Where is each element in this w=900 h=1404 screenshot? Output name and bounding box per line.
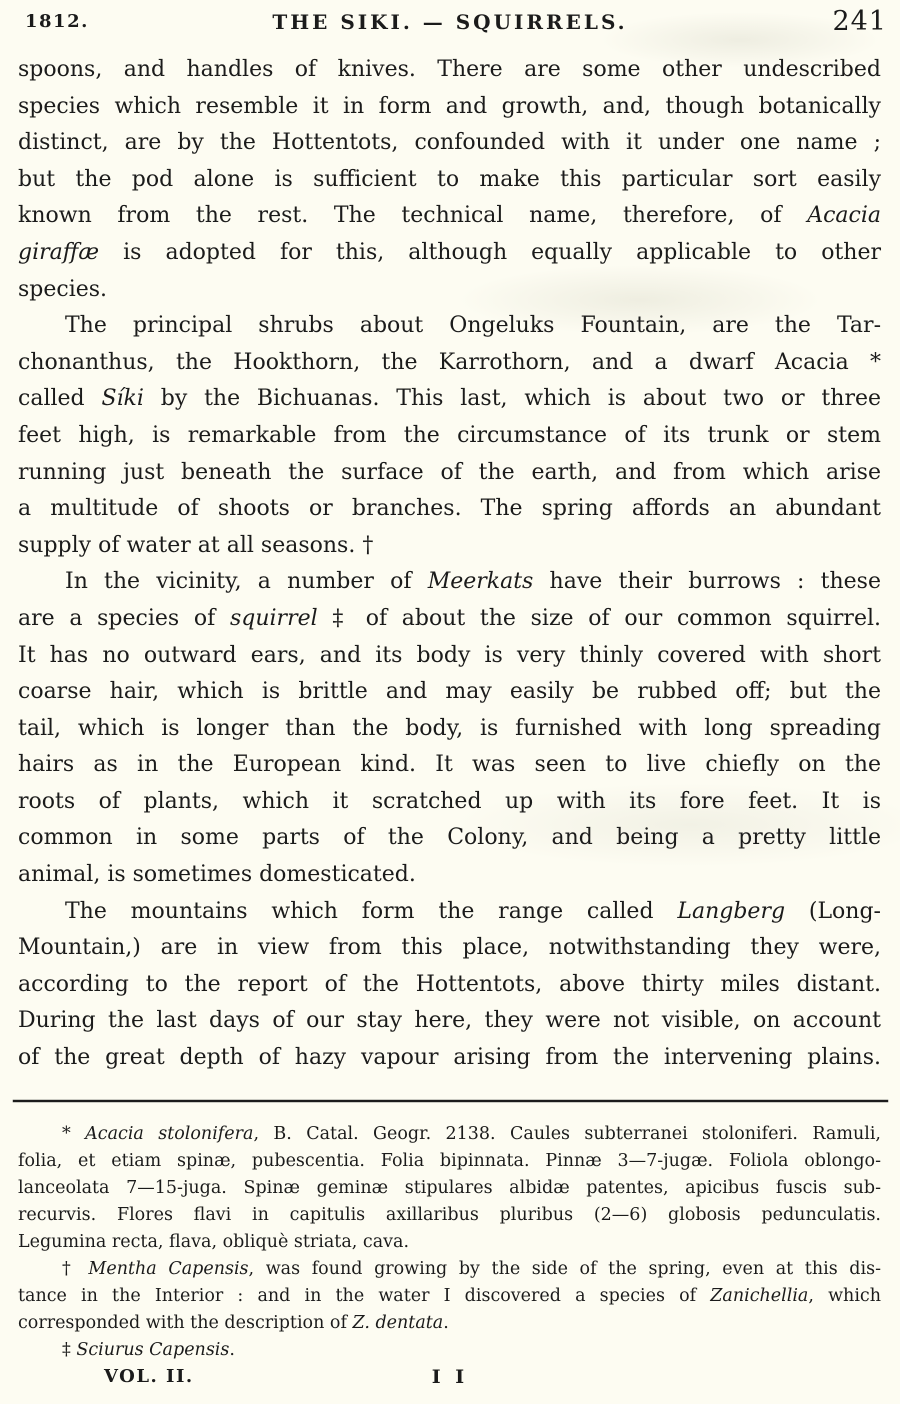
italic-text-segment: Zanichellia <box>710 1286 809 1306</box>
text-segment: ‡ of about the size of our common squirrel. <box>317 605 881 631</box>
text-segment: known from the rest. The technical name, therefore, of <box>18 203 808 229</box>
text-line <box>18 1175 881 1202</box>
text-segment: The mountains which form the range called <box>65 898 678 924</box>
text-segment: a multitude of shoots or branches. The spring affords an abundant <box>18 496 881 522</box>
paragraph <box>18 1256 881 1337</box>
text-segment: common in some parts of the Colony, and being a pretty little <box>18 825 881 851</box>
text-line <box>18 1310 881 1337</box>
italic-text-segment: Acacia stolonifera <box>85 1124 254 1144</box>
text-line <box>18 1121 881 1148</box>
signature-mark: I I <box>431 1366 469 1388</box>
text-segment: tail, which is longer than the body, is furnished with long spreading <box>18 715 881 741</box>
paragraph <box>18 308 881 564</box>
text-segment: , which <box>808 1286 881 1306</box>
text-segment: species. <box>18 276 108 302</box>
text-line <box>18 235 881 272</box>
text-segment: supply of water at all seasons. † <box>18 532 374 558</box>
text-segment: recurvis. Flores flavi in capitulis axillaribus pluribus (2—6) globosis pedunculatis. <box>18 1205 881 1225</box>
italic-text-segment: Acacia <box>807 203 881 229</box>
italic-text-segment: Meerkats <box>427 569 534 595</box>
text-segment: are a species of <box>18 605 230 631</box>
text-segment: feet high, is remarkable from the circumstance of its trunk or stem <box>18 422 881 448</box>
footnotes-block <box>18 1121 881 1364</box>
text-segment: distinct, are by the Hottentots, confounded with it under one name ; <box>18 130 881 156</box>
text-segment: * <box>62 1124 86 1144</box>
footnote-divider-rule <box>13 1100 888 1102</box>
text-segment: During the last days of our stay here, they were not visible, on account <box>18 1008 881 1034</box>
text-segment: spoons, and handles of knives. There are some other undescribed <box>18 57 881 82</box>
volume-label: VOL. II. <box>104 1366 194 1387</box>
page-number: 241 <box>832 6 887 37</box>
text-segment: ‡ <box>62 1340 77 1360</box>
text-segment: † <box>62 1259 89 1279</box>
header-year: 1812. <box>25 11 89 32</box>
text-line <box>18 601 881 638</box>
text-segment: Mountain,) are in view from this place, notwithstanding they were, <box>18 935 881 961</box>
text-line <box>18 381 881 418</box>
text-segment: have their burrows : these <box>533 569 881 595</box>
paragraph <box>18 52 881 308</box>
text-line <box>18 272 881 309</box>
text-segment: of the great depth of hazy vapour arising from the intervening plains. <box>18 1045 881 1071</box>
text-line <box>18 1283 881 1310</box>
text-segment: It has no outward ears, and its body is very thinly covered with short <box>18 642 881 668</box>
italic-text-segment: Síki <box>101 386 144 412</box>
paragraph <box>18 894 881 1077</box>
text-segment: The principal shrubs about Ongeluks Fountain, are the Tar- <box>65 313 881 339</box>
paragraph <box>18 1337 881 1364</box>
italic-text-segment: giraffæ <box>18 239 100 265</box>
text-segment: by the Bichuanas. This last, which is about two or three <box>143 386 881 412</box>
text-line <box>18 345 881 382</box>
text-segment: roots of plants, which it scratched up with its fore feet. It is <box>18 788 881 814</box>
text-line <box>18 674 881 711</box>
text-line <box>18 564 881 601</box>
text-segment: lanceolata 7—15-juga. Spinæ geminæ stipulares albidæ patentes, apicibus fuscis sub- <box>18 1178 881 1198</box>
text-line <box>18 455 881 492</box>
body-text-block <box>18 52 881 1077</box>
text-segment: , B. Catal. Geogr. 2138. Caules subterranei stoloniferi. Ramuli, <box>253 1124 881 1144</box>
italic-text-segment: squirrel <box>229 605 318 631</box>
italic-text-segment: Langberg <box>677 898 786 924</box>
text-line <box>18 820 881 857</box>
text-segment: species which resemble it in form and growth, and, though botanically <box>18 93 881 119</box>
italic-text-segment: Z. dentata <box>352 1313 444 1333</box>
text-line <box>18 528 881 565</box>
text-line <box>18 638 881 675</box>
text-segment: (Long- <box>785 898 881 924</box>
text-line <box>18 857 881 894</box>
text-line <box>18 52 881 89</box>
text-segment: according to the report of the Hottentots, above thirty miles distant. <box>18 971 881 997</box>
text-segment: Legumina recta, flava, obliquè striata, cava. <box>18 1232 410 1252</box>
text-segment: folia, et etiam spinæ, pubescentia. Folia bipinnata. Pinnæ 3—7-jugæ. Foliola oblongo- <box>18 1151 881 1171</box>
text-segment: . <box>229 1340 235 1360</box>
text-line <box>18 198 881 235</box>
italic-text-segment: Mentha Capensis <box>88 1259 249 1279</box>
text-segment: chonanthus, the Hookthorn, the Karrothorn, and a dwarf Acacia * <box>18 349 881 375</box>
text-line <box>18 967 881 1004</box>
text-segment: coarse hair, which is brittle and may easily be rubbed off; but the <box>18 679 881 705</box>
text-segment: . <box>443 1313 449 1333</box>
text-segment: called <box>18 386 102 412</box>
text-segment: tance in the Interior : and in the water I discovered a species of <box>18 1286 711 1306</box>
text-line <box>18 308 881 345</box>
text-line <box>18 1256 881 1283</box>
text-line <box>18 418 881 455</box>
running-header <box>0 0 900 48</box>
text-line <box>18 747 881 784</box>
text-line <box>18 491 881 528</box>
text-line <box>18 162 881 199</box>
page-title: THE SIKI. — SQUIRRELS. <box>272 10 628 34</box>
text-line <box>18 1202 881 1229</box>
text-line <box>18 125 881 162</box>
text-line <box>18 1148 881 1175</box>
text-segment: corresponded with the description of <box>18 1313 353 1333</box>
text-segment: , was found growing by the side of the spring, even at this dis- <box>248 1259 881 1279</box>
text-line <box>18 1040 881 1077</box>
text-line <box>18 930 881 967</box>
text-line <box>18 894 881 931</box>
text-line <box>18 1229 881 1256</box>
text-segment: hairs as in the European kind. It was seen to live chiefly on the <box>18 752 881 778</box>
text-line <box>18 784 881 821</box>
paragraph <box>18 1121 881 1256</box>
text-segment: In the vicinity, a number of <box>65 569 428 595</box>
text-line <box>18 711 881 748</box>
text-segment: animal, is sometimes domesticated. <box>18 862 416 888</box>
text-line <box>18 1003 881 1040</box>
text-segment: running just beneath the surface of the earth, and from which arise <box>18 459 881 485</box>
text-segment: but the pod alone is sufficient to make this particular sort easily <box>18 166 881 192</box>
text-segment: is adopted for this, although equally applicable to other <box>99 239 881 265</box>
text-line <box>18 89 881 126</box>
text-line <box>18 1337 881 1364</box>
paragraph <box>18 564 881 893</box>
italic-text-segment: Sciurus Capensis <box>76 1340 230 1360</box>
page-footer <box>0 1366 900 1396</box>
